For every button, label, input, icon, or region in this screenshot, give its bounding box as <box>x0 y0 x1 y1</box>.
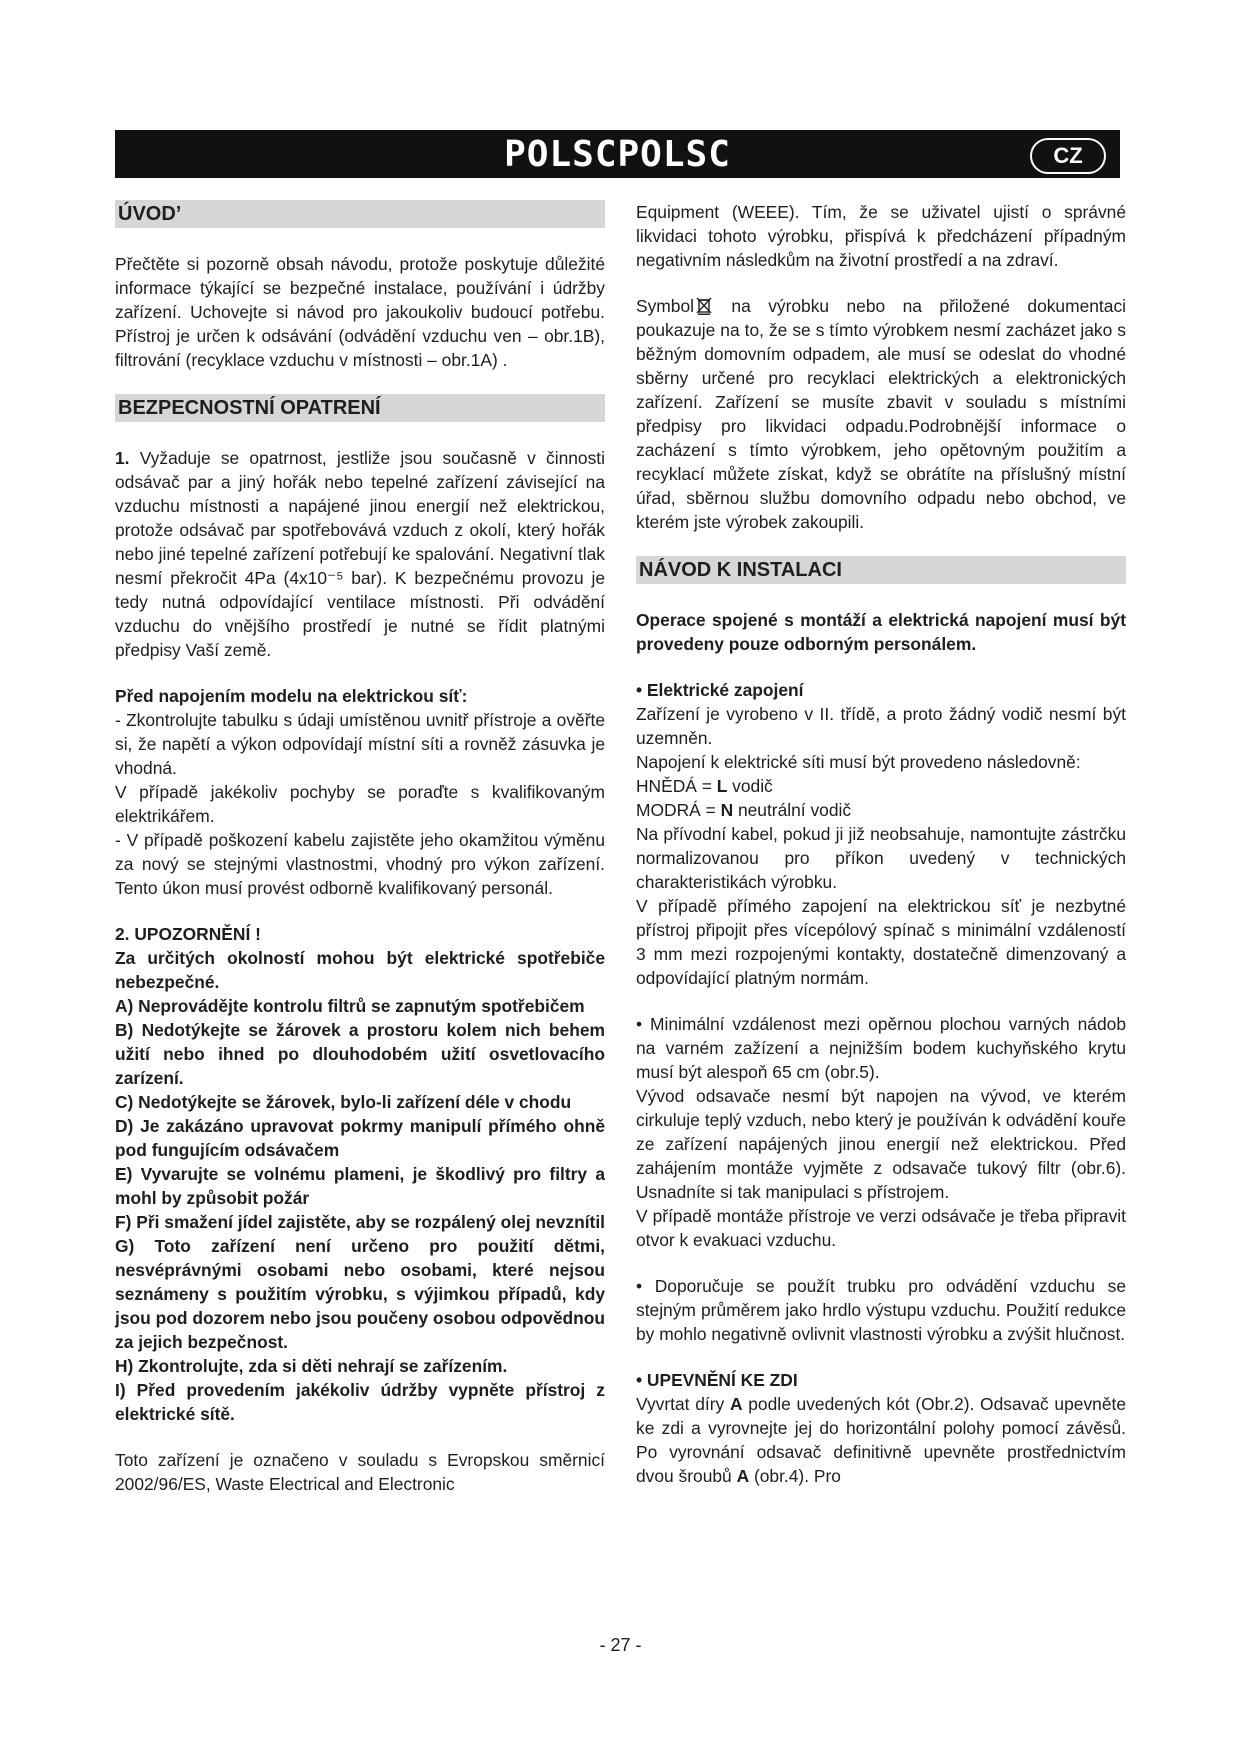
wire-brown-desc: vodič <box>727 776 773 796</box>
wire-blue <box>636 798 1126 822</box>
wall-mount-title: • UPEVNĚNÍ KE ZDI <box>636 1370 798 1390</box>
electrical-text-1: Zařízení je vyrobeno v II. třídě, a proto žádný vodič nesmí být uzemněn. <box>636 704 1126 748</box>
before-connection-2: V případě jakékoliv pochyby se poraďte s kvalifikovaným elektrikářem. <box>115 782 605 826</box>
crossed-bin-icon <box>696 297 712 315</box>
wire-brown-code: L <box>716 776 728 796</box>
pipe-recommendation: • Doporučuje se použít trubku pro odvádění vzduchu se stejným průměrem jako hrdlo výstupu vzduchu. Použití redukce by mohlo negativně ovlivnit vlastnosti výrobku a zvýšit hlučnost. <box>636 1276 1126 1344</box>
left-column <box>115 200 605 1518</box>
warning-item: E) Vyvarujte se volnému plameni, je škodlivý pro filtry a mohl by způsobit požár <box>115 1164 605 1208</box>
wall-mount-bold: A <box>736 1466 750 1486</box>
wall-mount-part: podle uvedených kót (Obr.2). Odsavač upevněte ke zdi a vyrovnejte jej do horizontální polohy pomocí závěsů. Po vyrovnání odsavač definitivně upevněte prostřednictvím dvou šroubů <box>636 1394 1126 1486</box>
section-title-installation: NÁVOD K INSTALACI <box>636 556 1126 584</box>
evacuation-text: V případě montáže přístroje ve verzi odsávače je třeba připravit otvor k evakuaci vzduchu. <box>636 1206 1126 1250</box>
wall-mount-bold: A <box>729 1394 743 1414</box>
min-distance-text: • Minimální vzdálenost mezi opěrnou plochou varných nádob na varném zažízení a nejnižším bodem kuchyňského krytu musí být alespoň 65 cm (obr.5). <box>636 1014 1126 1082</box>
electrical-text-3: Na přívodní kabel, pokud ji již neobsahuje, namontujte zástrčku normalizovanou pro příkon uvedený v technických charakteristikách výrobku. <box>636 824 1126 892</box>
page-header-bar <box>115 130 1120 178</box>
wall-mount-part: Vyvrtat díry <box>636 1394 730 1414</box>
warning-item: I) Před provedením jakékoliv údržby vypněte přístroj z elektrické sítě. <box>115 1380 605 1424</box>
warning-item: Za určitých okolností mohou být elektrické spotřebiče nebezpečné. <box>115 948 605 992</box>
wire-brown <box>636 774 1126 798</box>
safety-paragraph-1 <box>115 446 605 662</box>
wire-blue-code: N <box>720 800 734 820</box>
before-connection-1: - Zkontrolujte tabulku s údaji umístěnou uvnitř přístroje a ověřte si, že napětí a výkon odpovídají místní síti a rovněž zásuvka je vhodná. <box>115 710 605 778</box>
safety-text: Vyžaduje se opatrnost, jestliže jsou současně v činnosti odsávač par a jiný hořák nebo tepelné zařízení závisející na vzduchu místnosti a napájené jinou energií než elektrickou, protože odsávač par spotřebovává vzduch z okolí, který hořák nebo jiné tepelné zařízení potřebují ke spalování. Negativní tlak nesmí překročit 4Pa (4x10⁻⁵ bar). K bezpečnému provozu je tedy nutná odpovídající ventilace místnosti. Při odvádění vzduchu do vnějšího prostředí je nutné se řídit platnými předpisy Vaší země. <box>115 448 605 660</box>
wall-mount-text <box>636 1392 1126 1488</box>
symbol-text: na výrobku nebo na přiložené dokumentaci poukazuje na to, že se s tímto výrobkem nesmí zacházet jako s běžným domovním odpadem, ale musí se odeslat do vhodné sběrny určené pro recyklaci elektrických a elektronických zařízení. Zařízení se musíte zbavit v souladu s místními předpisy pro likvidaci odpadu.Podrobnější informace o zacházení s tímto výrobkem, jeho opětovným použitím a recyklací můžete získat, když se obrátíte na příslušný místní úřad, sběrnou službu domovního odpadu nebo obchod, ve kterém jste výrobek zakoupili. <box>636 296 1126 532</box>
weee-paragraph: Toto zařízení je označeno v souladu s Evropskou směrnicí 2002/96/ES, Waste Electrical and Electronic <box>115 1450 605 1494</box>
section-title-safety: BEZPECNOSTNÍ OPATRENÍ <box>115 394 605 422</box>
section-title-uvod: ÚVOD’ <box>115 200 605 228</box>
weee-continuation: Equipment (WEEE). Tím, že se uživatel ujistí o správné likvidaci tohoto výrobku, přispívá k předcházení případným negativním následkům na životní prostředí a na zdraví. <box>636 202 1126 270</box>
symbol-paragraph <box>636 294 1126 534</box>
warning-item: G) Toto zařízení není určeno pro použití dětmi, nesvéprávnými osobami nebo osobami, které nejsou seznámeny s použitím výrobku, s výjimkou případů, kdy jsou pod dozorem nebo jsou poučeny osobou odpovědnou za jejich bezpečnost. <box>115 1236 605 1352</box>
installation-warning: Operace spojené s montáží a elektrická napojení musí být provedeny pouze odborným personálem. <box>636 610 1126 654</box>
right-column <box>636 200 1126 1510</box>
header-title: POLSCPOLSC <box>504 134 731 175</box>
wall-mount-part: (obr.4). Pro <box>749 1466 841 1486</box>
electrical-text-2: Napojení k elektrické síti musí být provedeno následovně: <box>636 752 1081 772</box>
wire-blue-label: MODRÁ = <box>636 800 721 820</box>
warning-item: A) Neprovádějte kontrolu filtrů se zapnutým spotřebičem <box>115 996 585 1016</box>
page-number: - 27 - <box>599 1635 642 1655</box>
warning-item: D) Je zakázáno upravovat pokrmy manipulí přímého ohně pod fungujícím odsávačem <box>115 1116 605 1160</box>
warning-title: 2. UPOZORNĚNÍ ! <box>115 924 261 944</box>
wire-brown-label: HNĚDÁ = <box>636 776 717 796</box>
language-badge: CZ <box>1030 138 1106 174</box>
safety-number: 1. <box>115 448 130 468</box>
warning-item: B) Nedotýkejte se žárovek a prostoru kolem nich behem užití nebo ihned po dlouhodobém užití osvetlovacího zarízení. <box>115 1020 605 1088</box>
symbol-word: Symbol <box>636 296 694 316</box>
before-connection-title: Před napojením modelu na elektrickou síť: <box>115 686 468 706</box>
before-connection-3: - V případě poškození kabelu zajistěte jeho okamžitou výměnu za nový se stejnými vlastnostmi, vhodný pro výkon zařízení. Tento úkon musí provést odborně kvalifikovaný personál. <box>115 830 605 898</box>
electrical-text-4: V případě přímého zapojení na elektrickou síť je nezbytné přístroj připojit přes vícepólový spínač s minimální vzdáleností 3 mm mezi rozpojenými kontakty, dostatečně dimenzovaný a odpovídající platným normám. <box>636 896 1126 988</box>
outlet-text: Vývod odsavače nesmí být napojen na vývod, ve kterém cirkuluje teplý vzduch, nebo který je používán k odvádění kouře ze zařízení napájených jinou energií než elektrickou. Před zahájením montáže vyjměte z odsavače tukový filtr (obr.6). Usnadníte si tak manipulaci s přístrojem. <box>636 1086 1126 1202</box>
electrical-connection-title: • Elektrické zapojení <box>636 680 804 700</box>
warning-item: F) Při smažení jídel zajistěte, aby se rozpálený olej nevznítil <box>115 1212 605 1232</box>
warning-item: C) Nedotýkejte se žárovek, bylo-li zařízení déle v chodu <box>115 1092 572 1112</box>
warning-item: H) Zkontrolujte, zda si děti nehrají se zařízením. <box>115 1356 508 1376</box>
uvod-paragraph: Přečtěte si pozorně obsah návodu, protože poskytuje důležité informace týkající se bezpečné instalace, používání i údržby zařízení. Uchovejte si návod pro jakoukoliv budoucí potřebu. Přístroj je určen k odsávání (odvádění vzduchu ven – obr.1B), filtrování (recyklace vzduchu v místnosti – obr.1A) . <box>115 254 605 370</box>
wire-blue-desc: neutrální vodič <box>733 800 852 820</box>
